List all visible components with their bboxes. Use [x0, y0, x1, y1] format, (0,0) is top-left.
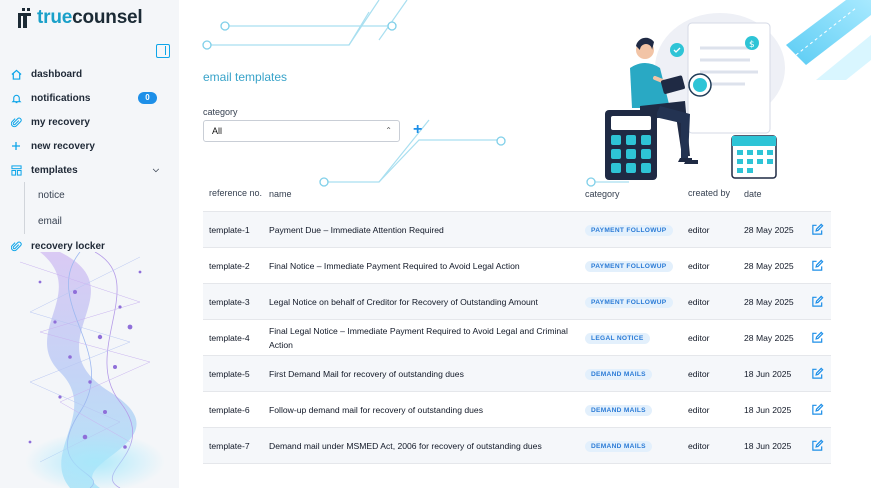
col-header-name[interactable]: name: [269, 188, 292, 199]
cell-reference: template-1: [209, 224, 250, 235]
edit-icon[interactable]: [811, 223, 824, 236]
category-pill: PAYMENT FOLLOWUP: [585, 225, 673, 236]
sidebar-subitem-email[interactable]: [0, 208, 179, 234]
cell-category: [585, 440, 688, 452]
cell-name: Follow-up demand mail for recovery of outstanding dues: [269, 404, 484, 415]
cell-date: 28 May 2025: [744, 260, 794, 271]
table-header: [203, 176, 831, 212]
cell-actions: [804, 367, 831, 380]
cell-reference: template-7: [209, 440, 250, 451]
table-row[interactable]: [203, 392, 831, 428]
cell-actions: [804, 295, 831, 308]
edit-icon[interactable]: [811, 331, 824, 344]
add-template-button[interactable]: +: [413, 121, 423, 138]
cell-reference: template-2: [209, 260, 250, 271]
sidebar-item-label: my recovery: [31, 116, 90, 128]
page-title: email templates: [203, 70, 288, 84]
category-pill: DEMAND MAILS: [585, 441, 652, 452]
cell-created-by: editor: [688, 332, 710, 343]
category-pill: PAYMENT FOLLOWUP: [585, 297, 673, 308]
cell-category: [585, 224, 688, 236]
cell-reference: template-6: [209, 404, 250, 415]
brand-name: truecounsel: [37, 7, 143, 28]
sidebar-item-notifications[interactable]: [0, 86, 179, 110]
cell-date: 28 May 2025: [744, 332, 794, 343]
cell-created-by: editor: [688, 260, 710, 271]
sidebar-subitem-label: email: [38, 215, 62, 227]
sidebar-subitem-label: notice: [38, 189, 65, 201]
sidebar-collapse-icon[interactable]: [156, 44, 170, 58]
logo-icon: [18, 8, 32, 28]
email-templates-table: [203, 176, 831, 464]
cell-date: 18 Jun 2025: [744, 440, 792, 451]
home-icon: [10, 68, 22, 80]
category-filter-label: category: [203, 107, 238, 117]
cell-created-by: editor: [688, 368, 710, 379]
cell-name: Legal Notice on behalf of Creditor for Recovery of Outstanding Amount: [269, 296, 538, 307]
cell-created-by: editor: [688, 296, 710, 307]
table-row[interactable]: [203, 212, 831, 248]
accounting-illustration: [600, 8, 790, 183]
cell-actions: [804, 403, 831, 416]
table-row[interactable]: [203, 356, 831, 392]
plus-icon: [10, 140, 22, 152]
edit-icon[interactable]: [811, 439, 824, 452]
cell-name: First Demand Mail for recovery of outstanding dues: [269, 368, 464, 379]
sidebar-item-my-recovery[interactable]: [0, 110, 179, 134]
cell-actions: [804, 439, 831, 452]
category-pill: DEMAND MAILS: [585, 369, 652, 380]
edit-icon[interactable]: [811, 259, 824, 272]
sidebar-item-label: templates: [31, 164, 78, 176]
paperclip-icon: [10, 116, 22, 128]
cell-date: 28 May 2025: [744, 224, 794, 235]
svg-text:$: $: [749, 40, 755, 50]
table-body: [203, 212, 831, 464]
templates-icon: [10, 164, 22, 176]
cell-category: [585, 404, 688, 416]
col-header-date[interactable]: date: [744, 188, 762, 199]
sidebar-item-label: recovery locker: [31, 240, 105, 252]
cell-reference: template-3: [209, 296, 250, 307]
edit-icon[interactable]: [811, 367, 824, 380]
sidebar-item-label: dashboard: [31, 68, 83, 80]
notification-count-badge: 0: [138, 92, 157, 104]
category-pill: LEGAL NOTICE: [585, 333, 650, 344]
table-row[interactable]: [203, 320, 831, 356]
cell-created-by: editor: [688, 440, 710, 451]
sidebar-item-label: new recovery: [31, 140, 95, 152]
chevron-down-icon[interactable]: ⌵: [152, 165, 159, 174]
table-row[interactable]: [203, 248, 831, 284]
cell-actions: [804, 223, 831, 236]
category-select-value: All: [212, 126, 223, 136]
cell-actions: [804, 259, 831, 272]
cell-name: Final Notice – Immediate Payment Required to Avoid Legal Action: [269, 260, 520, 271]
cell-created-by: editor: [688, 404, 710, 415]
sidebar-nav: [0, 62, 179, 258]
cell-date: 18 Jun 2025: [744, 368, 792, 379]
sidebar-item-templates[interactable]: [0, 158, 179, 182]
bell-icon: [10, 92, 22, 104]
cell-date: 18 Jun 2025: [744, 404, 792, 415]
sidebar: [0, 0, 179, 488]
category-pill: PAYMENT FOLLOWUP: [585, 261, 673, 272]
cell-name: Final Legal Notice – Immediate Payment Required to Avoid Legal and Criminal Action: [269, 325, 568, 350]
cell-date: 28 May 2025: [744, 296, 794, 307]
category-pill: DEMAND MAILS: [585, 405, 652, 416]
edit-icon[interactable]: [811, 295, 824, 308]
brand-logo[interactable]: [18, 6, 143, 30]
cell-reference: template-4: [209, 332, 250, 343]
cell-name: Demand mail under MSMED Act, 2006 for recovery of outstanding dues: [269, 440, 542, 451]
col-header-category[interactable]: category: [585, 188, 620, 199]
category-select[interactable]: [203, 120, 400, 142]
sidebar-subitem-notice[interactable]: [0, 182, 179, 208]
select-arrows-icon: ⌃: [385, 126, 392, 135]
sidebar-item-dashboard[interactable]: [0, 62, 179, 86]
network-illustration: [0, 252, 179, 488]
cell-category: [585, 368, 688, 380]
corner-decoration: [786, 0, 871, 80]
col-header-created-by[interactable]: created by: [688, 188, 731, 198]
paperclip-icon: [10, 240, 22, 252]
cell-category: [585, 332, 688, 344]
sidebar-item-label: notifications: [31, 92, 91, 104]
col-header-reference[interactable]: reference no.: [209, 188, 263, 198]
edit-icon[interactable]: [811, 403, 824, 416]
cell-category: [585, 296, 688, 308]
sidebar-item-new-recovery[interactable]: [0, 134, 179, 158]
cell-created-by: editor: [688, 224, 710, 235]
cell-name: Payment Due – Immediate Attention Required: [269, 224, 444, 235]
cell-category: [585, 260, 688, 272]
table-row[interactable]: [203, 428, 831, 464]
cell-reference: template-5: [209, 368, 250, 379]
table-row[interactable]: [203, 284, 831, 320]
cell-actions: [804, 331, 831, 344]
